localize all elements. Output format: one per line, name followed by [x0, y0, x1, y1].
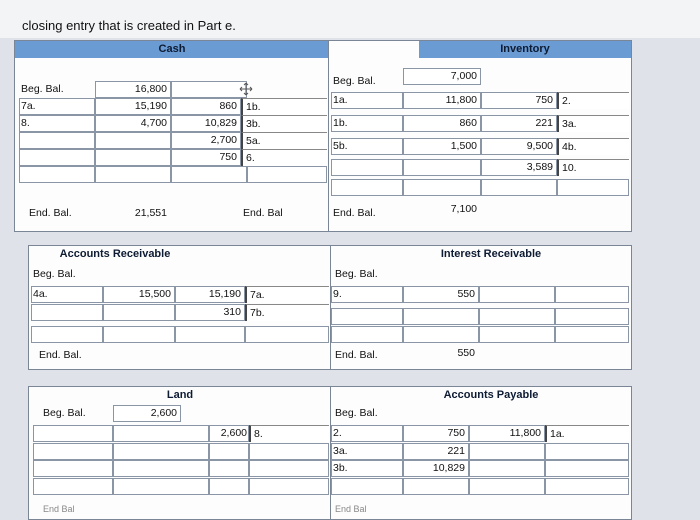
- accounts-receivable-t-account: [28, 245, 332, 370]
- ir-label-cell-3[interactable]: [331, 308, 403, 325]
- cash-end-value: 21,551: [134, 207, 167, 219]
- land-ref-cell-4[interactable]: [249, 478, 329, 495]
- inventory-label-cell-6[interactable]: [331, 179, 403, 196]
- inventory-ref-3[interactable]: 4b.: [557, 138, 629, 155]
- cash-debit-2: 15,190: [134, 100, 167, 112]
- inventory-label-beg-bal: Beg. Bal.: [333, 75, 376, 87]
- question-prompt: closing entry that is created in Part e.: [0, 0, 700, 38]
- cash-label-cell-6[interactable]: [19, 166, 95, 183]
- ir-debit-cell-2[interactable]: [403, 308, 479, 325]
- ir-credit-cell-2[interactable]: [479, 308, 555, 325]
- inventory-credit-4: 3,589: [526, 161, 553, 173]
- land-ref-cell-3[interactable]: [249, 460, 329, 477]
- cash-ref-3[interactable]: 5a.: [241, 132, 327, 149]
- interest-receivable-title: Interest Receivable: [440, 248, 542, 260]
- inventory-debit-cell-6[interactable]: [403, 179, 481, 196]
- accounts-payable-title: Accounts Payable: [443, 389, 539, 401]
- ar-debit-1: 15,500: [138, 288, 171, 300]
- ar-label-cell-4[interactable]: [31, 326, 103, 343]
- ap-credit-cell-4[interactable]: [469, 478, 545, 495]
- cash-ref-cell-6[interactable]: [247, 166, 327, 183]
- inventory-debit-1: 7,000: [450, 70, 477, 82]
- ar-end-label: End. Bal.: [39, 349, 82, 361]
- inventory-t-account: [328, 40, 632, 232]
- inventory-end-value: 7,100: [450, 203, 477, 215]
- ar-ref-1[interactable]: 7a.: [245, 286, 329, 303]
- cash-debit-1: 16,800: [134, 83, 167, 95]
- ir-end-value: 550: [457, 347, 475, 359]
- ir-ref-cell-3[interactable]: [555, 326, 629, 343]
- cash-debit-cell-4[interactable]: [95, 132, 171, 149]
- cash-label-7a: 7a.: [21, 100, 36, 112]
- cash-credit-2: 10,829: [204, 117, 237, 129]
- ap-label-cell-5[interactable]: [331, 478, 403, 495]
- move-arrows-icon[interactable]: [239, 82, 253, 96]
- ir-label-beg-bal: Beg. Bal.: [335, 268, 378, 280]
- land-ref-1[interactable]: 8.: [249, 425, 329, 442]
- ap-ref-cell-2[interactable]: [545, 443, 629, 460]
- inventory-ref-2[interactable]: 3a.: [557, 115, 629, 132]
- ap-label-beg-bal: Beg. Bal.: [335, 407, 378, 419]
- cash-credit-4: 750: [219, 151, 237, 163]
- inventory-credit-2: 221: [535, 117, 553, 129]
- ir-label-cell-2[interactable]: [331, 286, 403, 303]
- ar-debit-cell-2[interactable]: [103, 304, 175, 321]
- cash-ref-2[interactable]: 3b.: [241, 115, 327, 132]
- inventory-ref-cell-5[interactable]: [557, 179, 629, 196]
- cash-label-cell-3[interactable]: [19, 115, 95, 132]
- ap-ref-cell-4[interactable]: [545, 478, 629, 495]
- cash-ref-4[interactable]: 6.: [241, 149, 327, 166]
- ar-credit-2: 310: [223, 306, 241, 318]
- ar-label-4a: 4a.: [33, 288, 48, 300]
- ap-debit-3: 10,829: [432, 462, 465, 474]
- ir-credit-cell-3[interactable]: [479, 326, 555, 343]
- land-credit-cell-4[interactable]: [209, 478, 249, 495]
- ir-label-9: 9.: [333, 288, 342, 300]
- ir-end-label: End. Bal.: [335, 349, 378, 361]
- inventory-label-5b: 5b.: [333, 140, 348, 152]
- land-t-account: [28, 386, 332, 520]
- land-credit-cell-3[interactable]: [209, 460, 249, 477]
- inventory-debit-2: 11,800: [445, 94, 477, 106]
- inventory-end-label: End. Bal.: [333, 207, 376, 219]
- ap-debit-cell-4[interactable]: [403, 478, 469, 495]
- ap-ref-cell-3[interactable]: [545, 460, 629, 477]
- cash-end-label: End. Bal.: [29, 207, 72, 219]
- ap-credit-1: 11,800: [509, 427, 541, 439]
- inventory-ref-4[interactable]: 10.: [557, 159, 629, 176]
- inventory-credit-1: 750: [535, 94, 553, 106]
- land-debit-cell-2[interactable]: [113, 443, 209, 460]
- ar-label-cell-3[interactable]: [31, 304, 103, 321]
- ir-label-cell-4[interactable]: [331, 326, 403, 343]
- cash-credit-cell-6[interactable]: [171, 166, 247, 183]
- ap-end-label: End Bal: [335, 504, 367, 514]
- land-debit-cell-3[interactable]: [113, 460, 209, 477]
- ap-ref-1[interactable]: 1a.: [545, 425, 629, 442]
- cash-credit-cell-1[interactable]: [171, 81, 247, 98]
- land-ref-cell-2[interactable]: [249, 443, 329, 460]
- ap-label-3b: 3b.: [333, 462, 348, 474]
- land-credit-1: 2,600: [220, 427, 247, 439]
- ar-debit-cell-3[interactable]: [103, 326, 175, 343]
- cash-end-right-label: End. Bal: [243, 207, 283, 219]
- cash-debit-cell-5[interactable]: [95, 149, 171, 166]
- land-title: Land: [166, 389, 194, 401]
- inventory-credit-cell-5[interactable]: [481, 179, 557, 196]
- ap-debit-1: 750: [447, 427, 465, 439]
- cash-label-8: 8.: [21, 117, 30, 129]
- ir-credit-cell-1[interactable]: [479, 286, 555, 303]
- land-label-cell-4[interactable]: [33, 460, 113, 477]
- ir-debit-cell-3[interactable]: [403, 326, 479, 343]
- inventory-ref-1[interactable]: 2.: [557, 92, 629, 109]
- land-credit-cell-2[interactable]: [209, 443, 249, 460]
- ir-ref-cell-1[interactable]: [555, 286, 629, 303]
- ir-debit-1: 550: [457, 288, 475, 300]
- ap-debit-2: 221: [447, 445, 465, 457]
- cash-debit-cell-6[interactable]: [95, 166, 171, 183]
- inventory-debit-cell-5[interactable]: [403, 159, 481, 176]
- land-end-label: End Bal: [43, 504, 75, 514]
- ar-ref-cell-3[interactable]: [245, 326, 329, 343]
- land-label-cell-5[interactable]: [33, 478, 113, 495]
- cash-debit-3: 4,700: [140, 117, 167, 129]
- ap-credit-cell-3[interactable]: [469, 460, 545, 477]
- ar-credit-cell-3[interactable]: [175, 326, 245, 343]
- ap-label-3a: 3a.: [333, 445, 348, 457]
- ar-ref-2[interactable]: 7b.: [245, 304, 329, 321]
- cash-label-cell-5[interactable]: [19, 149, 95, 166]
- ir-ref-cell-2[interactable]: [555, 308, 629, 325]
- cash-title: Cash: [15, 41, 329, 58]
- land-debit-cell-4[interactable]: [113, 478, 209, 495]
- ar-credit-1: 15,190: [208, 288, 241, 300]
- inventory-label-1b: 1b.: [333, 117, 348, 129]
- inventory-debit-3: 860: [459, 117, 477, 129]
- accounts-receivable-title: Accounts Receivable: [59, 248, 171, 260]
- cash-label-beg-bal: Beg. Bal.: [21, 83, 64, 95]
- cash-credit-3: 2,700: [210, 134, 237, 146]
- inventory-label-cell-5[interactable]: [331, 159, 403, 176]
- cash-label-cell-4[interactable]: [19, 132, 95, 149]
- land-debit-1: 2,600: [150, 407, 177, 419]
- accounts-payable-t-account: [330, 386, 632, 520]
- ap-label-cell-2[interactable]: [331, 425, 403, 442]
- ar-label-beg-bal: Beg. Bal.: [33, 268, 76, 280]
- ap-credit-cell-2[interactable]: [469, 443, 545, 460]
- land-label-beg-bal: Beg. Bal.: [43, 407, 86, 419]
- inventory-title: Inventory: [419, 41, 631, 58]
- ap-label-2: 2.: [333, 427, 342, 439]
- land-label-cell-3[interactable]: [33, 443, 113, 460]
- cash-t-account: [14, 40, 330, 232]
- inventory-debit-4: 1,500: [450, 140, 477, 152]
- cash-credit-1: 860: [219, 100, 237, 112]
- interest-receivable-t-account: [330, 245, 632, 370]
- inventory-label-1a: 1a.: [333, 94, 348, 106]
- cash-ref-1[interactable]: 1b.: [241, 98, 327, 115]
- land-label-cell-2[interactable]: [33, 425, 113, 442]
- inventory-credit-3: 9,500: [526, 140, 553, 152]
